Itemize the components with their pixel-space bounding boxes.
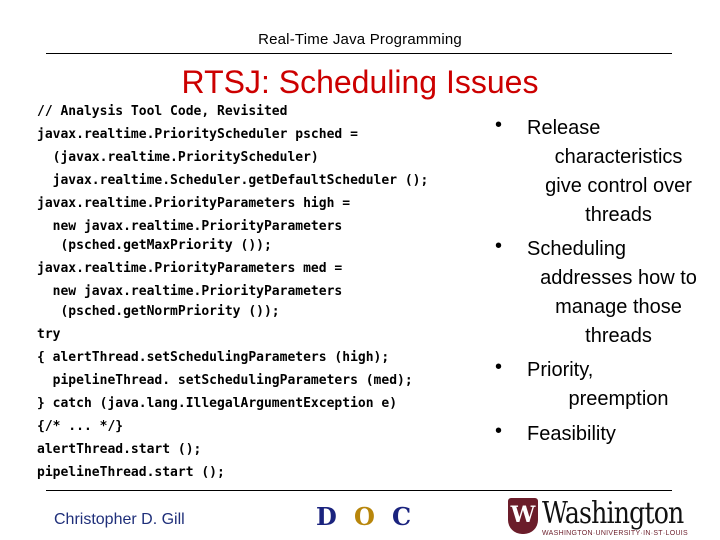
bullet-line: characteristics xyxy=(554,146,683,168)
code-line: new javax.realtime.PriorityParameters xyxy=(37,284,343,299)
code-line: javax.realtime.PriorityParameters med = xyxy=(37,261,343,276)
author-name: Christopher D. Gill xyxy=(54,511,185,528)
bullet-line: threads xyxy=(585,204,652,226)
code-line: try xyxy=(37,327,61,342)
doc-logo-letter: D xyxy=(316,502,337,531)
shield-icon xyxy=(508,498,538,534)
code-line: (javax.realtime.PriorityScheduler) xyxy=(37,150,319,165)
doc-logo-letter: C xyxy=(392,502,412,531)
header-divider xyxy=(46,53,672,54)
doc-logo-letter: O xyxy=(354,502,375,531)
bullet-line: give control over xyxy=(545,175,692,197)
code-line: new javax.realtime.PriorityParameters xyxy=(37,219,343,234)
bullet-line: addresses how to xyxy=(540,267,697,289)
washington-university-logo xyxy=(508,496,688,540)
bullet-line: Priority, xyxy=(527,359,594,381)
footer-divider xyxy=(46,490,672,491)
code-line: alertThread.start (); xyxy=(37,442,202,457)
bullet-line: threads xyxy=(585,325,652,347)
shield-letter: W xyxy=(510,502,536,528)
code-line: pipelineThread.start (); xyxy=(37,465,225,480)
code-line: (psched.getNormPriority ()); xyxy=(37,304,280,319)
code-line: javax.realtime.PriorityScheduler psched = xyxy=(37,127,358,142)
bullet-marker: • xyxy=(495,356,503,378)
slide-title: RTSJ: Scheduling Issues xyxy=(181,64,539,100)
code-line: { alertThread.setSchedulingParameters (high); xyxy=(37,350,390,365)
bullet-line: Release xyxy=(527,117,601,139)
code-line: // Analysis Tool Code, Revisited xyxy=(37,104,288,119)
bullet-line: Scheduling xyxy=(527,238,626,260)
code-line: (psched.getMaxPriority ()); xyxy=(37,238,272,253)
code-line: javax.realtime.PriorityParameters high = xyxy=(37,196,351,211)
bullet-line: Feasibility xyxy=(527,423,616,445)
bullet-marker: • xyxy=(495,114,503,136)
bullet-line: preemption xyxy=(568,388,669,410)
doc-logo xyxy=(312,498,418,530)
logo-wordmark: Washington xyxy=(542,496,684,531)
code-line: pipelineThread. setSchedulingParameters (med); xyxy=(37,373,413,388)
code-line: } catch (java.lang.IllegalArgumentException e) xyxy=(37,396,398,411)
bullet-line: manage those xyxy=(555,296,682,318)
course-header: Real-Time Java Programming xyxy=(258,31,462,48)
code-line: {/* ... */} xyxy=(37,419,124,434)
bullet-marker: • xyxy=(495,235,503,257)
logo-subtitle: WASHINGTON·UNIVERSITY·IN·ST·LOUIS xyxy=(542,530,689,537)
bullet-marker: • xyxy=(495,420,503,442)
code-line: javax.realtime.Scheduler.getDefaultScheduler (); xyxy=(37,173,429,188)
